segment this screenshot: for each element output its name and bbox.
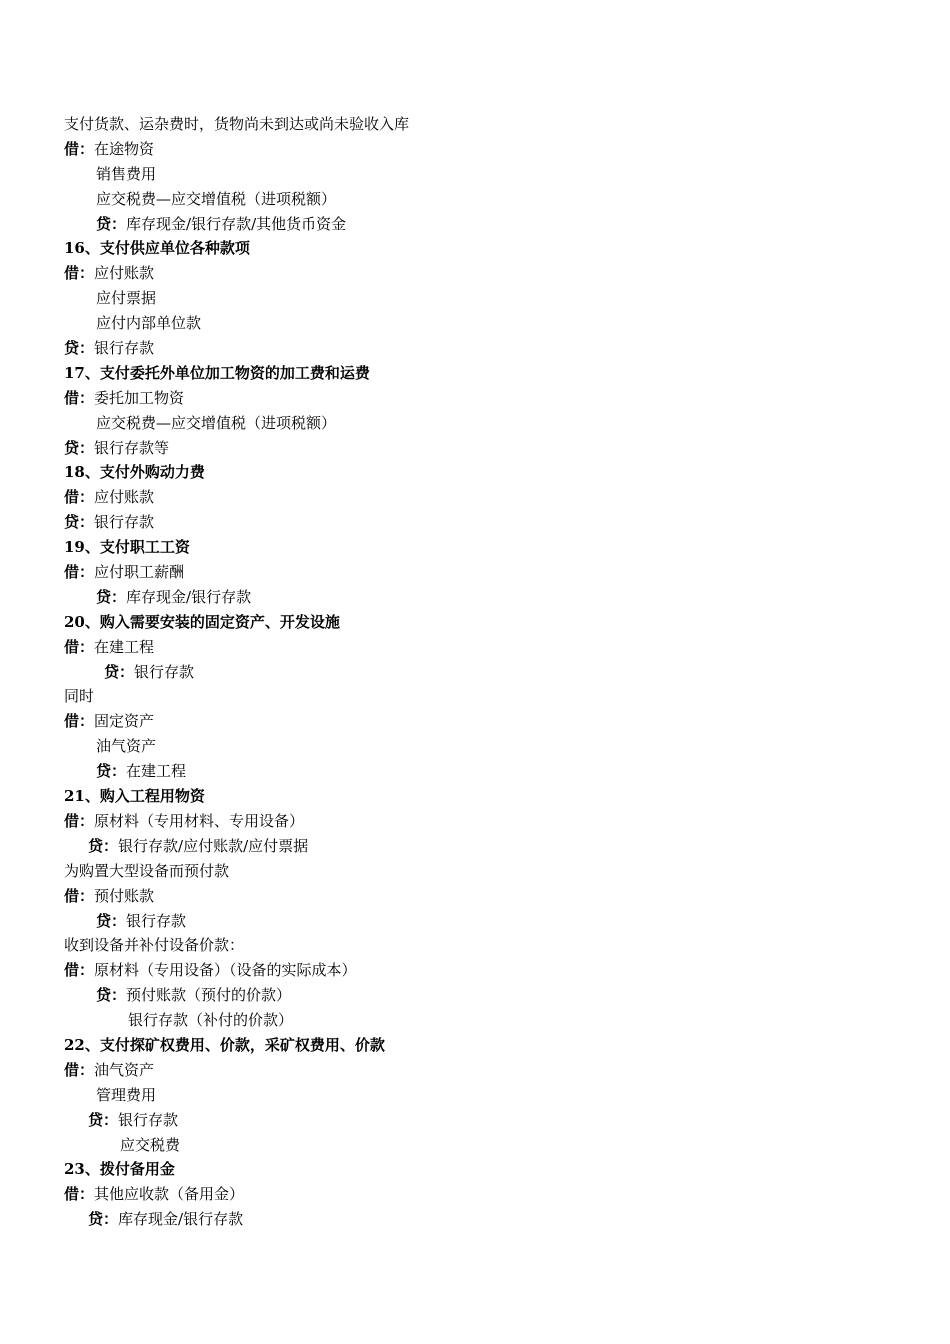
entry-line bbox=[0, 137, 950, 162]
entry-line bbox=[0, 684, 950, 709]
entry-line bbox=[0, 560, 950, 585]
account-text: 银行存款 bbox=[94, 339, 155, 358]
account-text: 固定资产 bbox=[94, 712, 155, 731]
credit-label: 贷： bbox=[64, 438, 95, 457]
account-text: 银行存款 bbox=[134, 662, 195, 681]
entry-line bbox=[0, 1108, 950, 1133]
heading-text: 18、支付外购动力费 bbox=[64, 463, 205, 482]
credit-label: 贷： bbox=[88, 836, 119, 855]
entry-line bbox=[0, 1008, 950, 1033]
debit-label: 借： bbox=[64, 712, 95, 731]
account-text: 银行存款 bbox=[94, 513, 155, 532]
debit-label: 借： bbox=[64, 388, 95, 407]
account-text: 应付内部单位款 bbox=[96, 314, 202, 333]
entry-line bbox=[0, 212, 950, 237]
account-text: 库存现金/银行存款 bbox=[118, 1210, 244, 1229]
entry-line bbox=[0, 485, 950, 510]
entry-line bbox=[0, 585, 950, 610]
credit-label: 贷： bbox=[96, 986, 127, 1005]
entry-line bbox=[0, 933, 950, 958]
entry-line bbox=[0, 859, 950, 884]
entry-line bbox=[0, 1083, 950, 1108]
account-text: 原材料（专用材料、专用设备） bbox=[94, 811, 305, 830]
debit-label: 借： bbox=[64, 1060, 95, 1079]
account-text: 应交税费—应交增值税（进项税额） bbox=[96, 189, 337, 208]
entry-line bbox=[0, 311, 950, 336]
heading-text: 16、支付供应单位各种款项 bbox=[64, 239, 250, 258]
account-text: 油气资产 bbox=[96, 737, 157, 756]
entry-line bbox=[0, 386, 950, 411]
account-text: 在建工程 bbox=[94, 637, 155, 656]
account-text: 收到设备并补付设备价款： bbox=[64, 936, 245, 955]
entry-line bbox=[0, 958, 950, 983]
section-heading bbox=[0, 1033, 950, 1058]
account-text: 委托加工物资 bbox=[94, 388, 185, 407]
entry-line bbox=[0, 909, 950, 934]
section-heading bbox=[0, 1157, 950, 1182]
entry-line bbox=[0, 983, 950, 1008]
entry-line bbox=[0, 1133, 950, 1158]
account-text: 支付货款、运杂费时，货物尚未到达或尚未验收入库 bbox=[64, 115, 410, 133]
credit-label: 贷： bbox=[64, 513, 95, 532]
credit-label: 贷： bbox=[104, 662, 135, 681]
entry-line bbox=[0, 759, 950, 784]
credit-label: 贷： bbox=[88, 1110, 119, 1129]
entry-line bbox=[0, 1207, 950, 1232]
section-heading bbox=[0, 610, 950, 635]
debit-label: 借： bbox=[64, 811, 95, 830]
entry-line bbox=[0, 1058, 950, 1083]
account-text: 销售费用 bbox=[96, 164, 157, 183]
heading-text: 17、支付委托外单位加工物资的加工费和运费 bbox=[64, 363, 370, 382]
account-text: 同时 bbox=[64, 687, 95, 706]
credit-label: 贷： bbox=[96, 911, 127, 930]
heading-text: 23、拨付备用金 bbox=[64, 1160, 175, 1179]
account-text: 银行存款/应付账款/应付票据 bbox=[118, 836, 309, 855]
debit-label: 借： bbox=[64, 139, 95, 158]
document-body bbox=[0, 112, 950, 1232]
entry-line bbox=[0, 660, 950, 685]
account-text: 原材料（专用设备）（设备的实际成本） bbox=[94, 961, 357, 980]
account-text: 预付账款（预付的价款） bbox=[126, 986, 292, 1005]
account-text: 应交税费—应交增值税（进项税额） bbox=[96, 413, 337, 432]
account-text: 库存现金/银行存款/其他货币资金 bbox=[126, 214, 347, 233]
debit-label: 借： bbox=[64, 563, 95, 582]
account-text: 在途物资 bbox=[94, 139, 155, 158]
account-text: 在建工程 bbox=[126, 762, 187, 781]
entry-line bbox=[0, 884, 950, 909]
account-text: 应付票据 bbox=[96, 289, 157, 308]
credit-label: 贷： bbox=[64, 339, 95, 358]
account-text: 油气资产 bbox=[94, 1060, 155, 1079]
account-text: 库存现金/银行存款 bbox=[126, 587, 252, 606]
account-text: 管理费用 bbox=[96, 1085, 157, 1104]
entry-line bbox=[0, 635, 950, 660]
entry-line bbox=[0, 112, 950, 137]
section-heading bbox=[0, 460, 950, 485]
entry-line bbox=[0, 411, 950, 436]
credit-label: 贷： bbox=[88, 1210, 119, 1229]
heading-text: 22、支付探矿权费用、价款，采矿权费用、价款 bbox=[64, 1035, 385, 1054]
heading-text: 20、购入需要安装的固定资产、开发设施 bbox=[64, 612, 340, 631]
section-heading bbox=[0, 535, 950, 560]
debit-label: 借： bbox=[64, 886, 95, 905]
account-text: 为购置大型设备而预付款 bbox=[64, 861, 230, 880]
entry-line bbox=[0, 510, 950, 535]
account-text: 银行存款等 bbox=[94, 438, 170, 457]
debit-label: 借： bbox=[64, 264, 95, 283]
credit-label: 贷： bbox=[96, 587, 127, 606]
entry-line bbox=[0, 1182, 950, 1207]
entry-line bbox=[0, 709, 950, 734]
section-heading bbox=[0, 361, 950, 386]
section-heading bbox=[0, 236, 950, 261]
heading-text: 19、支付职工工资 bbox=[64, 538, 190, 557]
debit-label: 借： bbox=[64, 488, 95, 507]
debit-label: 借： bbox=[64, 961, 95, 980]
account-text: 应付账款 bbox=[94, 488, 155, 507]
debit-label: 借： bbox=[64, 637, 95, 656]
section-heading bbox=[0, 784, 950, 809]
entry-line bbox=[0, 734, 950, 759]
entry-line bbox=[0, 336, 950, 361]
account-text: 应交税费 bbox=[120, 1135, 181, 1154]
account-text: 其他应收款（备用金） bbox=[94, 1185, 245, 1204]
credit-label: 贷： bbox=[96, 762, 127, 781]
entry-line bbox=[0, 436, 950, 461]
account-text: 银行存款 bbox=[118, 1110, 179, 1129]
entry-line bbox=[0, 187, 950, 212]
entry-line bbox=[0, 834, 950, 859]
entry-line bbox=[0, 162, 950, 187]
entry-line bbox=[0, 809, 950, 834]
account-text: 应付账款 bbox=[94, 264, 155, 283]
credit-label: 贷： bbox=[96, 214, 127, 233]
heading-text: 21、购入工程用物资 bbox=[64, 787, 205, 806]
entry-line bbox=[0, 261, 950, 286]
account-text: 应付职工薪酬 bbox=[94, 563, 185, 582]
account-text: 预付账款 bbox=[94, 886, 155, 905]
debit-label: 借： bbox=[64, 1185, 95, 1204]
entry-line bbox=[0, 286, 950, 311]
account-text: 银行存款 bbox=[126, 911, 187, 930]
account-text: 银行存款（补付的价款） bbox=[128, 1011, 294, 1030]
